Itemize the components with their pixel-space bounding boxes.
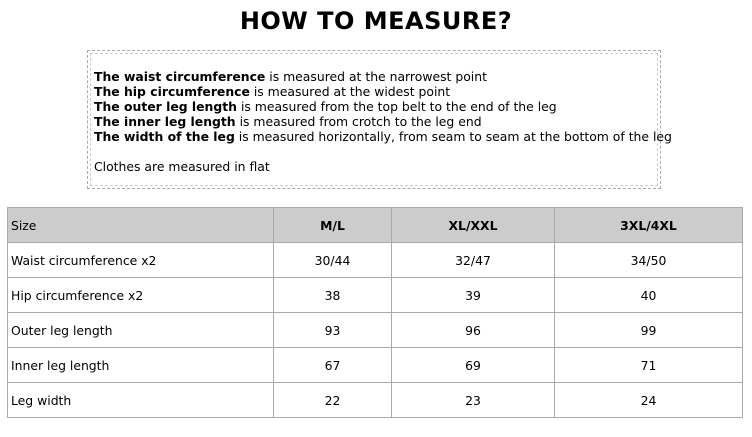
instruction-line — [94, 84, 657, 99]
measuring-instructions-box — [87, 50, 672, 189]
instruction-text: is measured from the top belt to the end of the leg — [237, 99, 557, 114]
page-title: HOW TO MEASURE? — [239, 7, 513, 35]
size-chart-table — [7, 207, 743, 418]
header-3xl-4xl: 3XL/4XL — [555, 208, 743, 243]
instruction-term: The inner leg length — [94, 114, 236, 129]
row-label: Waist circumference x2 — [8, 243, 274, 278]
table-cell: 30/44 — [274, 243, 392, 278]
instruction-line — [94, 114, 657, 129]
instruction-text: is measured at the narrowest point — [265, 69, 487, 84]
table-header-row — [8, 208, 743, 243]
header-xl-xxl: XL/XXL — [392, 208, 555, 243]
table-row — [8, 348, 743, 383]
instruction-term: The width of the leg — [94, 129, 235, 144]
table-row — [8, 243, 743, 278]
table-cell: 96 — [392, 313, 555, 348]
table-cell: 23 — [392, 383, 555, 418]
table-cell: 99 — [555, 313, 743, 348]
row-label: Inner leg length — [8, 348, 274, 383]
instruction-text: is measured from crotch to the leg end — [235, 114, 482, 129]
table-cell: 93 — [274, 313, 392, 348]
table-cell: 69 — [392, 348, 555, 383]
table-cell: 40 — [555, 278, 743, 313]
instruction-text: is measured horizontally, from seam to seam at the bottom of the leg — [234, 129, 672, 144]
row-label: Hip circumference x2 — [8, 278, 274, 313]
instruction-text: is measured at the widest point — [249, 84, 451, 99]
instruction-line — [94, 99, 657, 114]
instruction-line — [94, 69, 657, 84]
table-row — [8, 383, 743, 418]
table-cell: 34/50 — [555, 243, 743, 278]
measurement-note: Clothes are measured in flat — [94, 159, 270, 174]
instruction-line — [94, 129, 672, 144]
instruction-term: The hip circumference — [94, 84, 250, 99]
table-cell: 39 — [392, 278, 555, 313]
table-cell: 22 — [274, 383, 392, 418]
table-row — [8, 313, 743, 348]
row-label: Leg width — [8, 383, 274, 418]
table-row — [8, 278, 743, 313]
instruction-term: The waist circumference — [94, 69, 266, 84]
table-cell: 24 — [555, 383, 743, 418]
table-cell: 32/47 — [392, 243, 555, 278]
row-label: Outer leg length — [8, 313, 274, 348]
header-size: Size — [8, 208, 274, 243]
header-m-l: M/L — [274, 208, 392, 243]
measuring-instructions — [90, 53, 672, 186]
table-cell: 38 — [274, 278, 392, 313]
instruction-term: The outer leg length — [94, 99, 237, 114]
table-cell: 67 — [274, 348, 392, 383]
table-cell: 71 — [555, 348, 743, 383]
